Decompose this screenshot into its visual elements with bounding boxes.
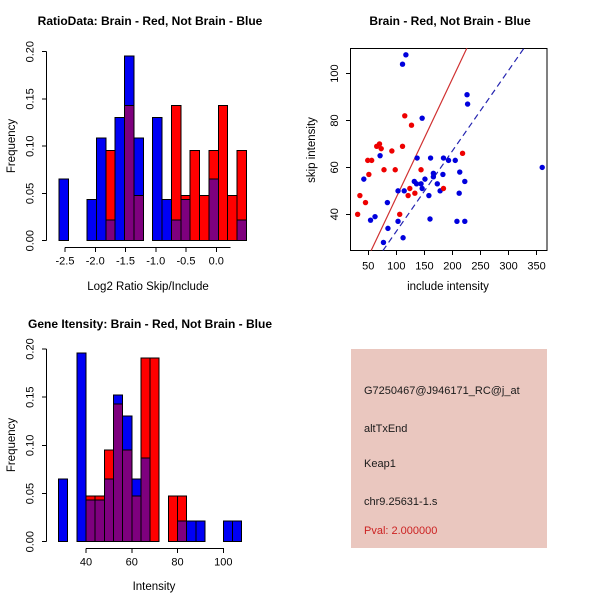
tick-label: 60 (329, 161, 341, 174)
not-brain-bar (162, 200, 171, 241)
brain-point (381, 167, 386, 172)
not-brain-point (465, 101, 470, 106)
not-brain-bar (232, 521, 241, 542)
overlap-bar (125, 106, 134, 241)
not-brain-bar (187, 521, 196, 542)
tick-label: 100 (387, 260, 406, 273)
brain-point (402, 113, 407, 118)
gene-histogram-xlabel: Intensity (132, 581, 176, 593)
tick-label: 60 (125, 556, 138, 569)
tick-label: 40 (329, 208, 341, 221)
not-brain-point (422, 176, 427, 181)
not-brain-bar (59, 479, 68, 542)
not-brain-point (435, 181, 440, 186)
overlap-bar (132, 496, 141, 542)
not-brain-point (402, 188, 407, 193)
tick-label: 0.20 (24, 338, 37, 360)
brain-bar (190, 151, 199, 241)
brain-bar (106, 151, 115, 220)
not-brain-point (428, 155, 433, 160)
not-brain-bar (115, 117, 124, 240)
not-brain-point (431, 171, 436, 176)
not-brain-point (427, 216, 432, 221)
not-brain-point (395, 219, 400, 224)
brain-point (379, 146, 384, 151)
brain-point (409, 122, 414, 127)
brain-bar (86, 496, 95, 500)
brain-point (366, 172, 371, 177)
gene-histogram-title: Gene Itensity: Brain - Red, Not Brain - Blue (27, 317, 273, 331)
gene-name-text: Keap1 (364, 458, 396, 470)
histogram-bars (59, 353, 242, 541)
not-brain-point (418, 181, 423, 186)
histogram-bars (59, 56, 247, 241)
not-brain-point (441, 155, 446, 160)
brain-bar (209, 151, 218, 179)
brain-point (412, 190, 417, 195)
tick-label: 0.05 (24, 482, 37, 505)
brain-point (393, 167, 398, 172)
overlap-bar (178, 521, 187, 542)
tick-label: 40 (79, 556, 93, 569)
brain-bar (178, 496, 187, 521)
brain-bar (150, 358, 159, 542)
brain-point (418, 167, 423, 172)
overlap-bar (104, 479, 113, 542)
not-brain-point (400, 235, 405, 240)
brain-bar (95, 496, 104, 500)
not-brain-bar (125, 56, 134, 106)
brain-point (357, 193, 362, 198)
not-brain-point (414, 155, 419, 160)
ratio-histogram-title: RatioData: Brain - Red, Not Brain - Blue (37, 14, 263, 28)
not-brain-bar (132, 479, 141, 496)
not-brain-point (440, 172, 445, 177)
brain-bar (104, 450, 113, 479)
not-brain-bar (134, 138, 143, 196)
not-brain-point (426, 193, 431, 198)
overlap-bar (95, 500, 104, 542)
brain-bar (168, 496, 177, 542)
not-brain-point (395, 188, 400, 193)
gene-info-panel (351, 349, 547, 548)
tick-label: 0.10 (24, 434, 37, 457)
tick-label: 80 (171, 556, 184, 569)
tick-label: 0.0 (208, 255, 224, 268)
not-brain-bar (123, 416, 132, 450)
brain-bar (228, 196, 237, 241)
not-brain-point (446, 158, 451, 163)
tick-label: 250 (471, 260, 490, 273)
not-brain-bar (196, 521, 205, 542)
overlap-bar (134, 196, 143, 241)
brain-bar (237, 151, 246, 220)
tick-label: 0.05 (24, 182, 37, 205)
overlap-bar (123, 450, 132, 542)
tick-label: 200 (443, 260, 462, 273)
brain-point (369, 158, 374, 163)
not-brain-bar (153, 117, 162, 240)
tick-label: 300 (499, 260, 518, 273)
gene-histogram-ylabel: Frequency (6, 417, 18, 473)
location-text: chr9.25631-1.s (364, 496, 438, 508)
event-type-text: altTxEnd (364, 423, 408, 435)
not-brain-point (361, 176, 366, 181)
brain-fit-line (371, 48, 467, 251)
brain-point (389, 148, 394, 153)
not-brain-point (385, 200, 390, 205)
not-brain-point (540, 165, 545, 170)
not-brain-point (462, 219, 467, 224)
not-brain-point (456, 190, 461, 195)
tick-label: -2.0 (85, 255, 105, 268)
tick-label: 0.00 (24, 530, 37, 553)
not-brain-bar (223, 521, 232, 542)
not-brain-point (385, 226, 390, 231)
scatter-xlabel: include intensity (407, 281, 489, 293)
brain-bar (141, 358, 150, 458)
tick-label: 0.10 (24, 135, 37, 157)
tick-label: 100 (214, 556, 233, 569)
pval-text: Pval: 2.000000 (364, 525, 438, 537)
brain-point (377, 141, 382, 146)
scatter-ylabel: skip intensity (306, 117, 318, 183)
not-brain-point (377, 153, 382, 158)
not-brain-fit-line (383, 48, 524, 251)
brain-point (460, 151, 465, 156)
not-brain-point (400, 62, 405, 67)
overlap-bar (237, 220, 246, 241)
brain-bar (171, 106, 180, 221)
tick-label: -0.5 (176, 255, 196, 268)
overlap-bar (113, 404, 122, 542)
not-brain-point (403, 52, 408, 57)
ratio-histogram-xlabel: Log2 Ratio Skip/Include (87, 281, 209, 293)
gene-intensity-histogram (25, 338, 242, 568)
tick-label: 50 (362, 260, 375, 273)
scatter-points (355, 52, 545, 245)
not-brain-bar (87, 200, 96, 241)
not-brain-bar (96, 138, 105, 241)
tick-label: 0.00 (24, 229, 37, 252)
ratio-histogram (25, 41, 247, 268)
brain-point (397, 212, 402, 217)
not-brain-point (372, 214, 377, 219)
brain-point (441, 186, 446, 191)
tick-label: 80 (329, 114, 341, 127)
tick-label: -1.0 (146, 255, 166, 268)
not-brain-point (464, 92, 469, 97)
probe-id-text: G7250467@J946171_RC@j_at (364, 385, 520, 397)
not-brain-point (454, 219, 459, 224)
not-brain-point (368, 217, 373, 222)
tick-label: 350 (527, 260, 546, 273)
not-brain-bar (77, 353, 86, 541)
overlap-bar (181, 200, 190, 241)
intensity-scatter (329, 48, 547, 273)
brain-point (407, 186, 412, 191)
fit-lines (371, 48, 524, 251)
brain-point (355, 212, 360, 217)
brain-point (363, 200, 368, 205)
tick-label: -2.5 (55, 255, 75, 268)
not-brain-point (381, 240, 386, 245)
tick-label: 0.20 (24, 40, 37, 63)
not-brain-point (419, 186, 424, 191)
overlap-bar (141, 458, 150, 542)
not-brain-point (457, 169, 462, 174)
brain-bar (218, 106, 227, 241)
tick-label: -1.5 (116, 255, 135, 268)
tick-label: 0.15 (24, 386, 37, 408)
overlap-bar (209, 179, 218, 241)
not-brain-point (419, 115, 424, 120)
tick-label: 150 (415, 260, 434, 273)
not-brain-point (453, 158, 458, 163)
tick-label: 0.15 (24, 88, 37, 110)
brain-point (405, 193, 410, 198)
overlap-bar (106, 220, 115, 241)
brain-bar (200, 196, 209, 241)
scatter-title: Brain - Red, Not Brain - Blue (369, 14, 531, 28)
overlap-bar (171, 220, 180, 241)
brain-point (400, 144, 405, 149)
not-brain-bar (59, 179, 68, 241)
tick-label: 100 (329, 64, 341, 83)
ratio-histogram-ylabel: Frequency (6, 118, 18, 174)
brain-bar (181, 196, 190, 200)
not-brain-point (462, 179, 467, 184)
not-brain-bar (113, 395, 122, 404)
overlap-bar (86, 500, 95, 542)
